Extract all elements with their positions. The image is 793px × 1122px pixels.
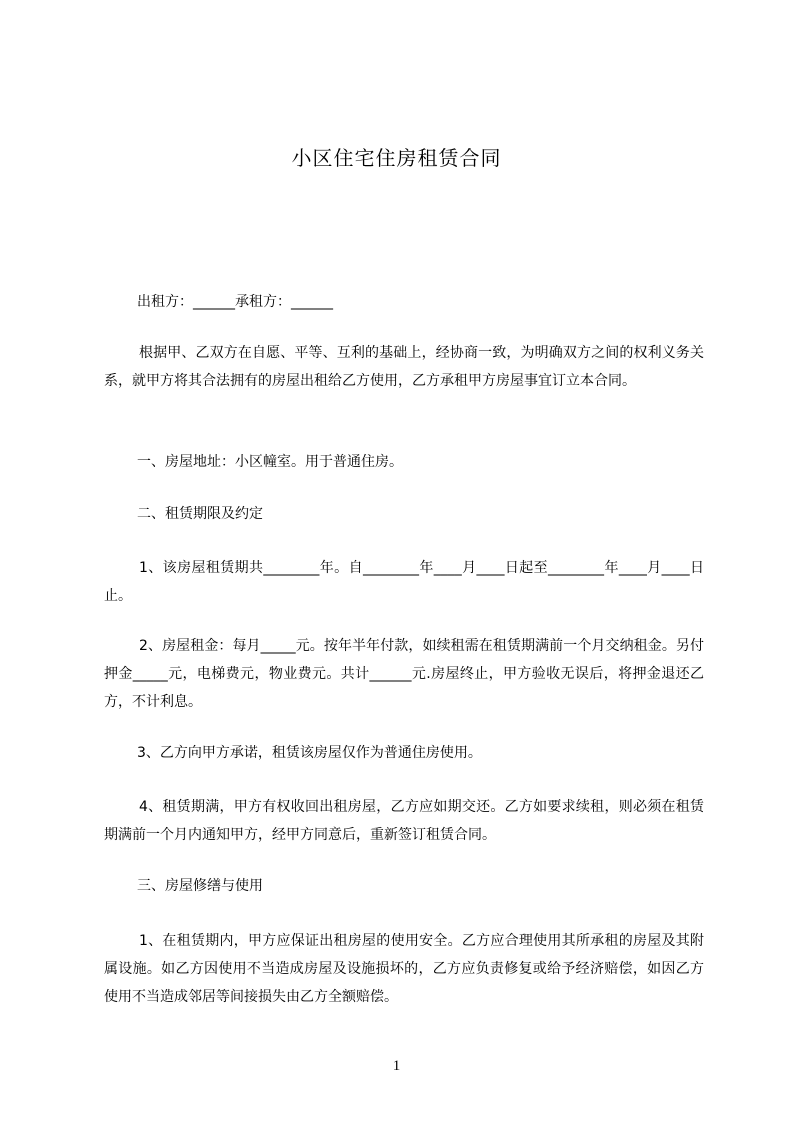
clause-2-2-rent: 2、房屋租金：每月_____元。按年半年付款，如续租需在租赁期满前一个月交纳租金。另付押金_____元，电梯费元，物业费元。共计______元.房屋终止，甲方验收无误后，将押金退还乙方，不计利息。	[104, 638, 704, 710]
clause-2-4-expiry: 4、租赁期满，甲方有权收回出租房屋，乙方应如期交还。乙方如要求续租，则必须在租赁期满前一个月内通知甲方，经甲方同意后，重新签订租赁合同。	[104, 799, 704, 843]
parties-line: 出租方：______承租方：______	[137, 294, 333, 310]
section-2-heading: 二、租赁期限及约定	[137, 506, 263, 522]
preamble-paragraph: 根据甲、乙双方在自愿、平等、互利的基础上，经协商一致，为明确双方之间的权利义务关系，就甲方将其合法拥有的房屋出租给乙方使用，乙方承租甲方房屋事宜订立本合同。	[104, 345, 704, 389]
page-number: 1	[392, 1058, 401, 1074]
section-3-heading: 三、房屋修缮与使用	[137, 878, 263, 894]
clause-2-3-usage: 3、乙方向甲方承诺，租赁该房屋仅作为普通住房使用。	[137, 745, 482, 761]
section-1-address: 一、房屋地址：小区幢室。用于普通住房。	[137, 454, 403, 470]
clause-2-1-term: 1、该房屋租赁期共________年。自________年____月____日起至________年____月____日止。	[104, 560, 704, 604]
clause-3-1-maintenance: 1、在租赁期内，甲方应保证出租房屋的使用安全。乙方应合理使用其所承租的房屋及其附属设施。如乙方因使用不当造成房屋及设施损坏的，乙方应负责修复或给予经济赔偿，如因乙方使用不当造成邻居等间接损失由乙方全额赔偿。	[104, 933, 704, 1005]
document-title: 小区住宅住房租赁合同	[291, 146, 502, 170]
